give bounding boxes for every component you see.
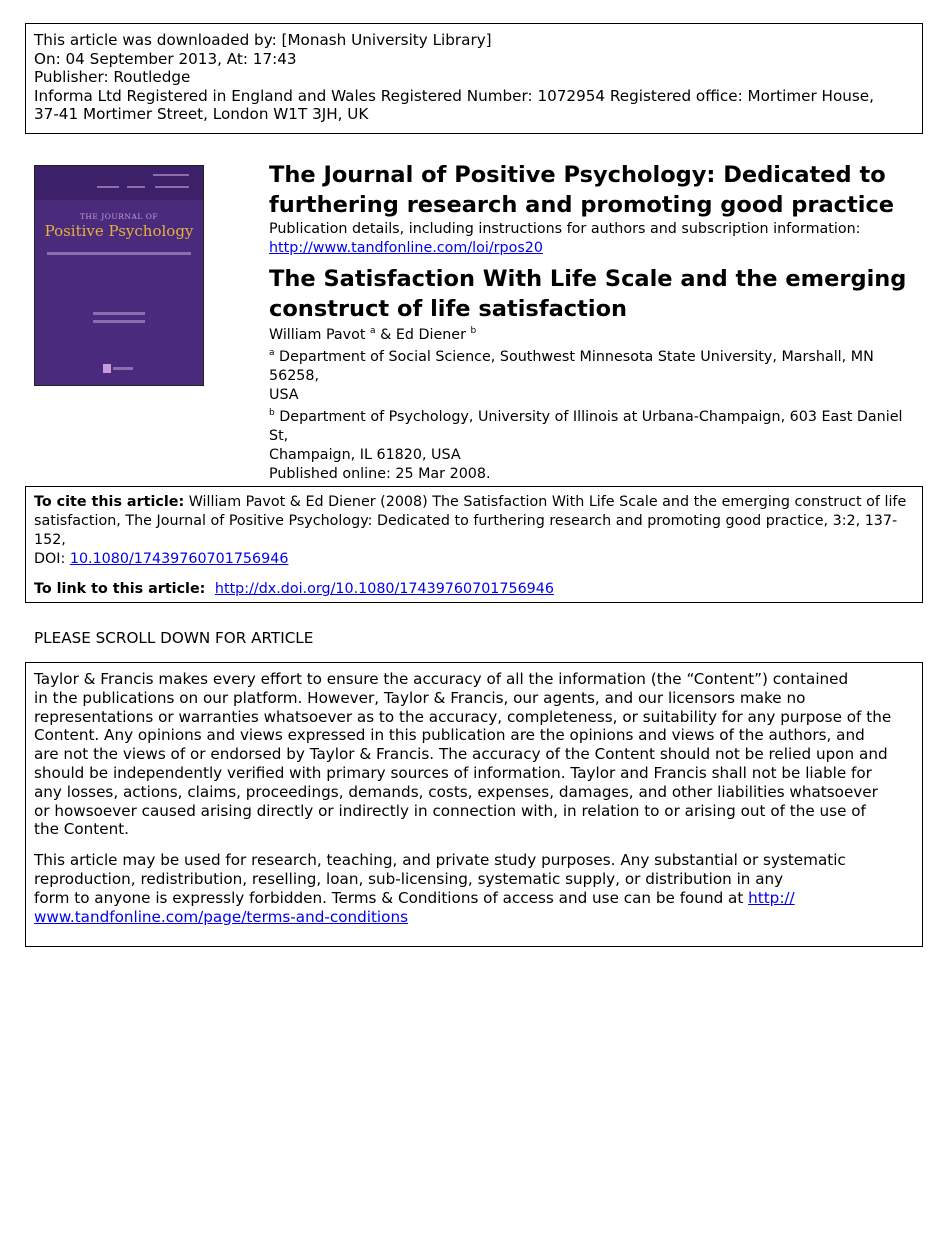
publication-details: Publication details, including instructions for authors and subscription information: (269, 221, 861, 237)
affiliation-a (269, 348, 919, 405)
affiliation-a-text: Department of Social Science, Southwest Minnesota State University, Marshall, MN 56258, (269, 349, 874, 384)
download-date-line: On: 04 September 2013, At: 17:43 (34, 49, 297, 68)
disclaimer-line: form to anyone is expressly forbidden. Terms & Conditions of access and use can be found at (34, 888, 749, 907)
citation-box (25, 486, 923, 603)
author-name: Ed Diener (395, 327, 466, 343)
author-name: William Pavot (269, 327, 366, 343)
doi-label: DOI: (34, 551, 70, 567)
disclaimer-line: Content. Any opinions and views expressed in this publication are the opinions and views of the authors, and (34, 726, 865, 745)
affiliation-b (269, 408, 919, 465)
disclaimer-line: any losses, actions, claims, proceedings, demands, costs, expenses, damages, and other liabilities whatsoever (34, 782, 878, 801)
affiliation-a-country: USA (269, 387, 299, 403)
disclaimer-line: This article may be used for research, teaching, and private study purposes. Any substantial or systematic (34, 851, 846, 870)
disclaimer-line: in the publications on our platform. However, Taylor & Francis, our agents, and our licensors make no (34, 688, 806, 707)
disclaimer-paragraph-2 (34, 851, 914, 926)
disclaimer-box (25, 662, 923, 947)
authors (269, 326, 919, 345)
cover-date-line (155, 186, 189, 188)
link-label: To link to this article: (34, 581, 211, 597)
journal-title (269, 160, 919, 220)
journal-title-line-1: The Journal of Positive Psychology: Dedicated to (269, 162, 886, 188)
disclaimer-line: are not the views of or endorsed by Taylor & Francis. The accuracy of the Content should not be relied upon and (34, 745, 888, 764)
cover-volume-line (97, 186, 119, 188)
affiliation-b-text: Department of Psychology, University of Illinois at Urbana-Champaign, 603 East Daniel St, (269, 409, 903, 444)
disclaimer-line: should be independently verified with primary sources of information. Taylor and Francis shall not be liable for (34, 763, 872, 782)
article-title (269, 264, 919, 324)
cite-label: To cite this article: (34, 494, 185, 510)
download-info-box (25, 23, 923, 134)
scroll-down-notice: PLEASE SCROLL DOWN FOR ARTICLE (34, 629, 314, 647)
registered-office-line-1: Informa Ltd Registered in England and Wales Registered Number: 1072954 Registered office: Mortimer House, (34, 86, 874, 105)
article-doi-url-link[interactable]: http://dx.doi.org/10.1080/17439760701756946 (214, 581, 554, 597)
cover-issn-line (153, 174, 189, 176)
affiliation-marker: a (370, 326, 376, 336)
cover-top-strip (35, 166, 203, 200)
published-online-date: Published online: 25 Mar 2008. (269, 466, 491, 482)
terms-url-link-part-2[interactable]: www.tandfonline.com/page/terms-and-conditions (34, 907, 408, 926)
downloaded-by-line: This article was downloaded by: [Monash University Library] (34, 31, 492, 49)
disclaimer-line: Taylor & Francis makes every effort to ensure the accuracy of all the information (the “Content”) contained (34, 670, 849, 688)
cover-journal-of-text: THE JOURNAL OF (79, 212, 159, 221)
registered-office-line-2: 37-41 Mortimer Street, London W1T 3JH, UK (34, 105, 369, 123)
cover-subtitle-line (47, 252, 191, 255)
disclaimer-line: or howsoever caused arising directly or indirectly in connection with, in relation to or arising out of the use of (34, 801, 866, 820)
affiliation-marker: b (269, 408, 275, 418)
cover-issue-line (127, 186, 145, 188)
disclaimer-line: reproduction, redistribution, reselling, loan, sub-licensing, systematic supply, or distribution in any (34, 869, 784, 888)
affiliation-marker: a (269, 348, 275, 358)
journal-url-link[interactable]: http://www.tandfonline.com/loi/rpos20 (269, 240, 544, 256)
article-link-line (34, 580, 914, 599)
cover-journal-name-text: Positive Psychology (44, 222, 194, 240)
cite-line-1: William Pavot & Ed Diener (2008) The Satisfaction With Life Scale and the emerging construct of life (184, 494, 907, 510)
cite-line-2: satisfaction, The Journal of Positive Psychology: Dedicated to furthering research and promoting good practice, 3:2, 137-152, (34, 513, 898, 548)
cover-editor-line (93, 320, 145, 323)
citation-text (34, 493, 914, 569)
article-title-line-2: construct of life satisfaction (269, 296, 628, 322)
affiliation-marker: b (470, 326, 477, 336)
disclaimer-line: representations or warranties whatsoever as to the accuracy, completeness, or suitability for any purpose of the (34, 707, 892, 726)
journal-cover-image (34, 165, 204, 386)
article-header (269, 160, 919, 484)
doi-link[interactable]: 10.1080/17439760701756946 (69, 551, 289, 567)
disclaimer-paragraph-1 (34, 670, 914, 839)
disclaimer-line: the Content. (34, 820, 129, 839)
publisher-line: Publisher: Routledge (34, 68, 191, 86)
terms-url-link-part-1[interactable]: http:// (748, 888, 795, 907)
routledge-logo-icon (103, 364, 133, 373)
article-title-line-1: The Satisfaction With Life Scale and the emerging (269, 266, 907, 292)
journal-title-line-2: furthering research and promoting good practice (269, 192, 895, 218)
author-separator: & (375, 327, 396, 343)
cover-editor-line (93, 312, 145, 315)
affiliation-b-city: Champaign, IL 61820, USA (269, 447, 461, 463)
